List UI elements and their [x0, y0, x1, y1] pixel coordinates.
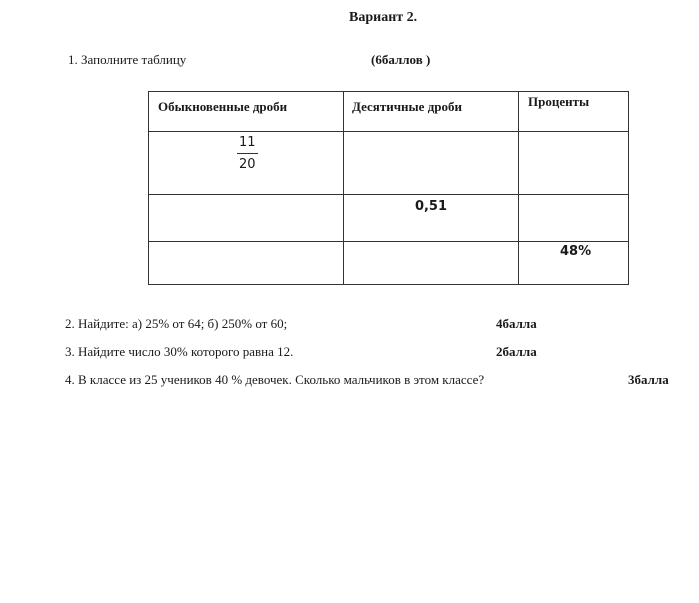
- task-3-text: 3. Найдите число 30% которого равна 12.: [65, 344, 294, 359]
- fraction-numerator: 11: [239, 135, 256, 150]
- header-decimal-fractions: Десятичные дроби: [344, 92, 519, 132]
- table-row: [149, 195, 629, 242]
- fractions-table: [148, 91, 629, 285]
- fraction: [237, 135, 258, 172]
- cell-empty: [519, 132, 629, 195]
- task-4-text: 4. В классе из 25 учеников 40 % девочек. Сколько мальчиков в этом классе?: [65, 372, 485, 387]
- task-1-points: (6баллов ): [371, 52, 431, 67]
- cell-decimal: 0,51: [344, 195, 519, 242]
- task-4-points: 3балла: [628, 372, 669, 387]
- cell-empty: [519, 195, 629, 242]
- cell-empty: [149, 242, 344, 285]
- cell-fraction: [149, 132, 344, 195]
- fraction-bar: [237, 153, 258, 154]
- task-2-text: 2. Найдите: а) 25% от 64; б) 250% от 60;: [65, 316, 288, 331]
- cell-percent: 48%: [519, 242, 629, 285]
- task-1-label: 1. Заполните таблицу: [68, 52, 187, 67]
- cell-empty: [149, 195, 344, 242]
- task-3-points: 2балла: [496, 344, 537, 359]
- header-percent: Проценты: [519, 92, 629, 132]
- table-header-row: [149, 92, 629, 132]
- task-2-points: 4балла: [496, 316, 537, 331]
- cell-empty: [344, 242, 519, 285]
- page-title: Вариант 2.: [349, 10, 418, 25]
- table-row: [149, 132, 629, 195]
- fraction-denominator: 20: [239, 157, 256, 172]
- header-common-fractions: Обыкновенные дроби: [149, 92, 344, 132]
- cell-empty: [344, 132, 519, 195]
- table-row: [149, 242, 629, 285]
